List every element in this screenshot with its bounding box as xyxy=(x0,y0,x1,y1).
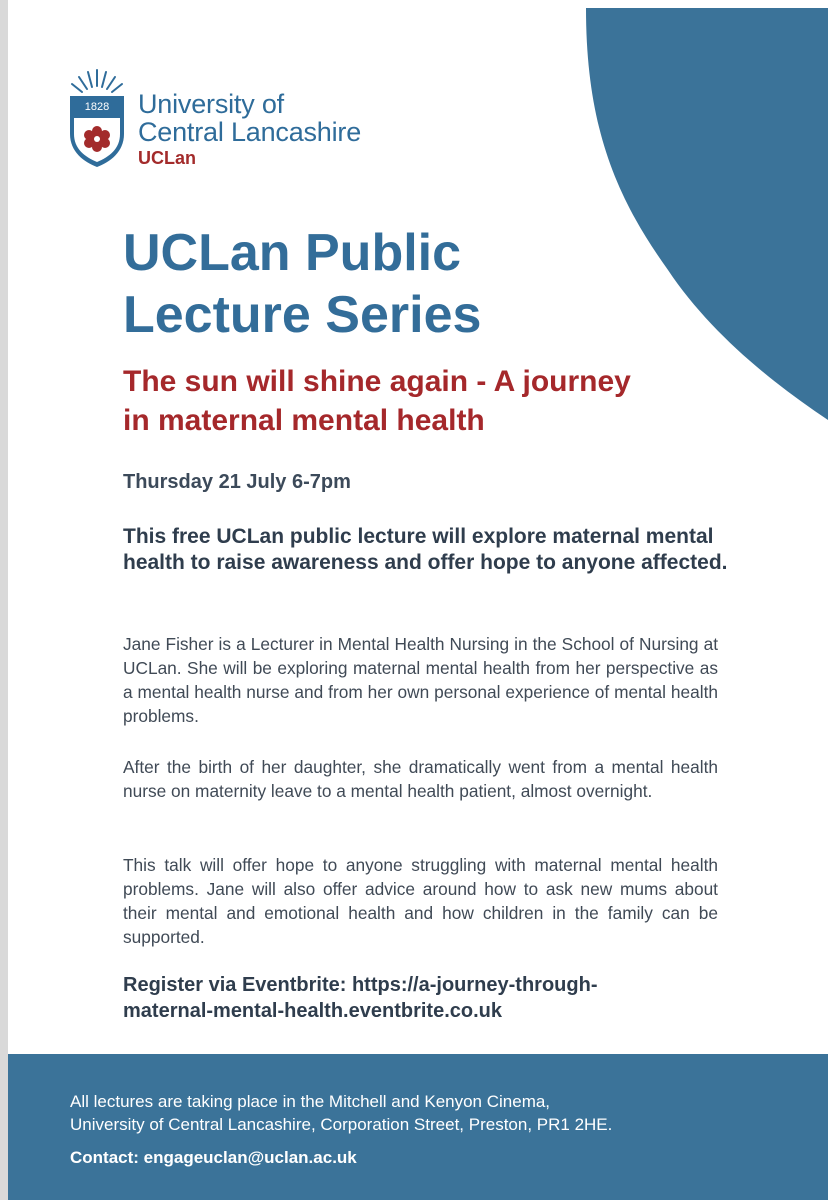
footer-contact[interactable]: Contact: engageuclan@uclan.ac.uk xyxy=(70,1148,357,1167)
series-title-line2: Lecture Series xyxy=(123,286,482,344)
register-line1: Register via Eventbrite: https://a-journey-through- xyxy=(123,974,598,996)
rose-shield-icon xyxy=(66,66,128,170)
lecture-title-line1: The sun will shine again - A journey xyxy=(123,365,631,398)
university-logo xyxy=(66,66,396,176)
body-paragraph-1: Jane Fisher is a Lecturer in Mental Health Nursing in the School of Nursing at UCLan. She will be exploring maternal mental health from her perspective as a mental health nurse and from her own personal experience of mental health problems. xyxy=(123,634,718,726)
body-paragraph-3: This talk will offer hope to anyone struggling with maternal mental health problems. Jane will also offer advice around how to ask new mums about their mental and emotional health and how children in the family can be supported. xyxy=(123,855,718,947)
lecture-title-line2: in maternal mental health xyxy=(123,404,485,437)
lead-paragraph: This free UCLan public lecture will explore maternal mental health to raise awareness and offer hope to anyone affected. xyxy=(123,525,728,574)
body-paragraph-2: After the birth of her daughter, she dramatically went from a mental health nurse on maternity leave to a mental health patient, almost overnight. xyxy=(123,757,718,801)
university-abbr: UCLan xyxy=(138,148,196,168)
lecture-title xyxy=(123,362,763,440)
university-name-line1: University of xyxy=(138,89,284,119)
footer-venue-line2: University of Central Lancashire, Corporation Street, Preston, PR1 2HE. xyxy=(70,1115,613,1134)
university-name-line2: Central Lancashire xyxy=(138,117,362,147)
footer-band xyxy=(8,1054,828,1200)
series-title-line1: UCLan Public xyxy=(123,224,462,282)
university-name xyxy=(138,90,361,146)
footer-venue-line1: All lectures are taking place in the Mitchell and Kenyon Cinema, xyxy=(70,1092,551,1111)
logo-year: 1828 xyxy=(84,101,110,113)
register-line2: maternal-mental-health.eventbrite.co.uk xyxy=(123,1000,502,1022)
poster-page xyxy=(8,0,828,1200)
event-date: Thursday 21 July 6-7pm xyxy=(123,471,351,493)
series-title xyxy=(123,222,481,346)
register-link[interactable] xyxy=(123,972,743,1024)
